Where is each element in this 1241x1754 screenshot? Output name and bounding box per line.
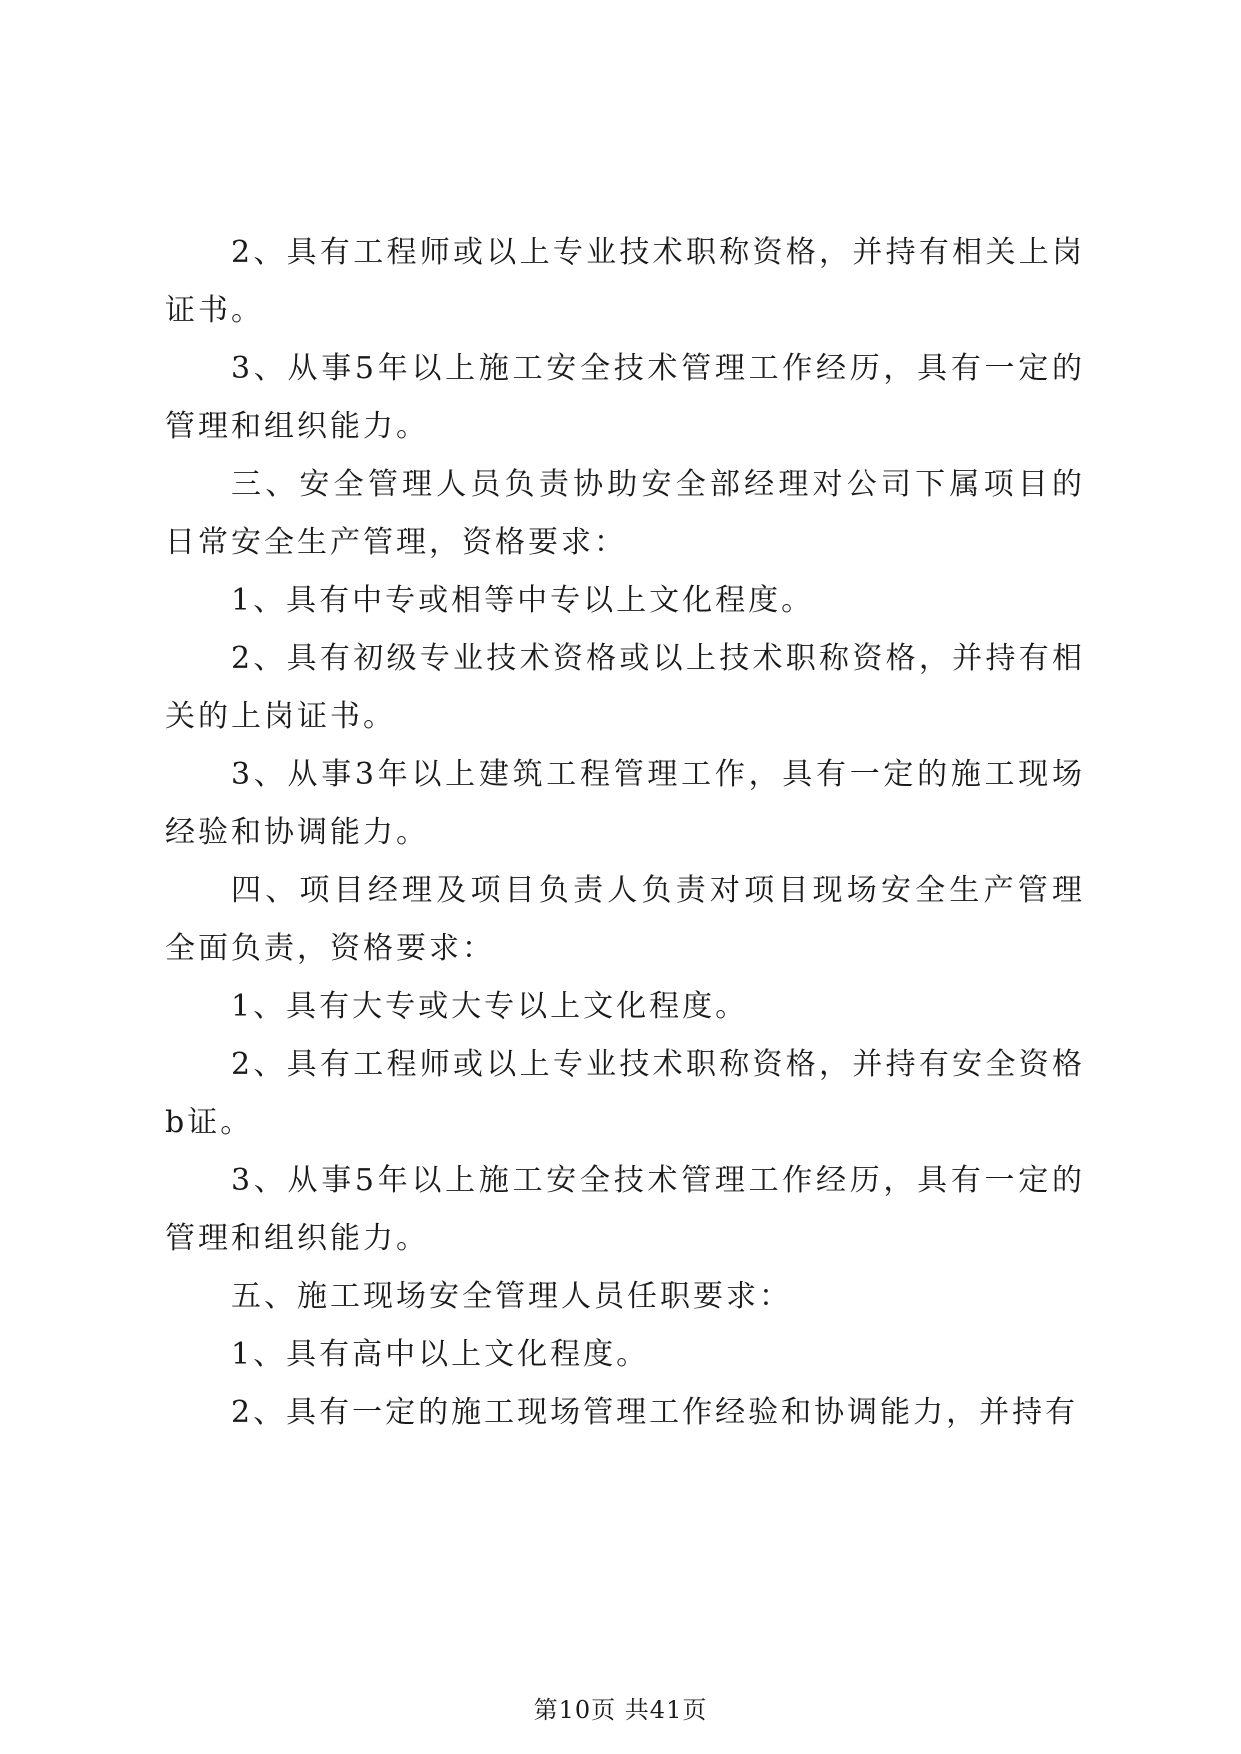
paragraph: 1、具有中专或相等中专以上文化程度。: [231, 583, 815, 618]
paragraph: 2、具有初级专业技术资格或以上技术职称资格，并持有相关的上岗证书。: [165, 641, 1085, 734]
paragraph: 1、具有大专或大专以上文化程度。: [231, 989, 749, 1024]
section-heading-paragraph: 三、安全管理人员负责协助安全部经理对公司下属项目的日常安全生产管理，资格要求：: [165, 467, 1085, 560]
paragraph: 2、具有工程师或以上专业技术职称资格，并持有安全资格b证。: [165, 1047, 1085, 1140]
paragraph: 2、具有工程师或以上专业技术职称资格，并持有相关上岗证书。: [165, 235, 1085, 328]
document-body: [165, 224, 1085, 1442]
paragraph: 2、具有一定的施工现场管理工作经验和协调能力，并持有: [231, 1395, 1079, 1430]
section-heading-paragraph: 四、项目经理及项目负责人负责对项目现场安全生产管理全面负责，资格要求：: [165, 873, 1085, 966]
paragraph: 3、从事5年以上施工安全技术管理工作经历，具有一定的管理和组织能力。: [165, 1163, 1085, 1256]
paragraph: 3、从事3年以上建筑工程管理工作，具有一定的施工现场经验和协调能力。: [165, 757, 1085, 850]
paragraph: 3、从事5年以上施工安全技术管理工作经历，具有一定的管理和组织能力。: [165, 351, 1085, 444]
paragraph: 1、具有高中以上文化程度。: [231, 1337, 650, 1372]
section-heading-paragraph: 五、施工现场安全管理人员任职要求：: [231, 1279, 792, 1314]
page-footer: [0, 1690, 1241, 1725]
page-number-label: 第10页 共41页: [533, 1696, 708, 1724]
